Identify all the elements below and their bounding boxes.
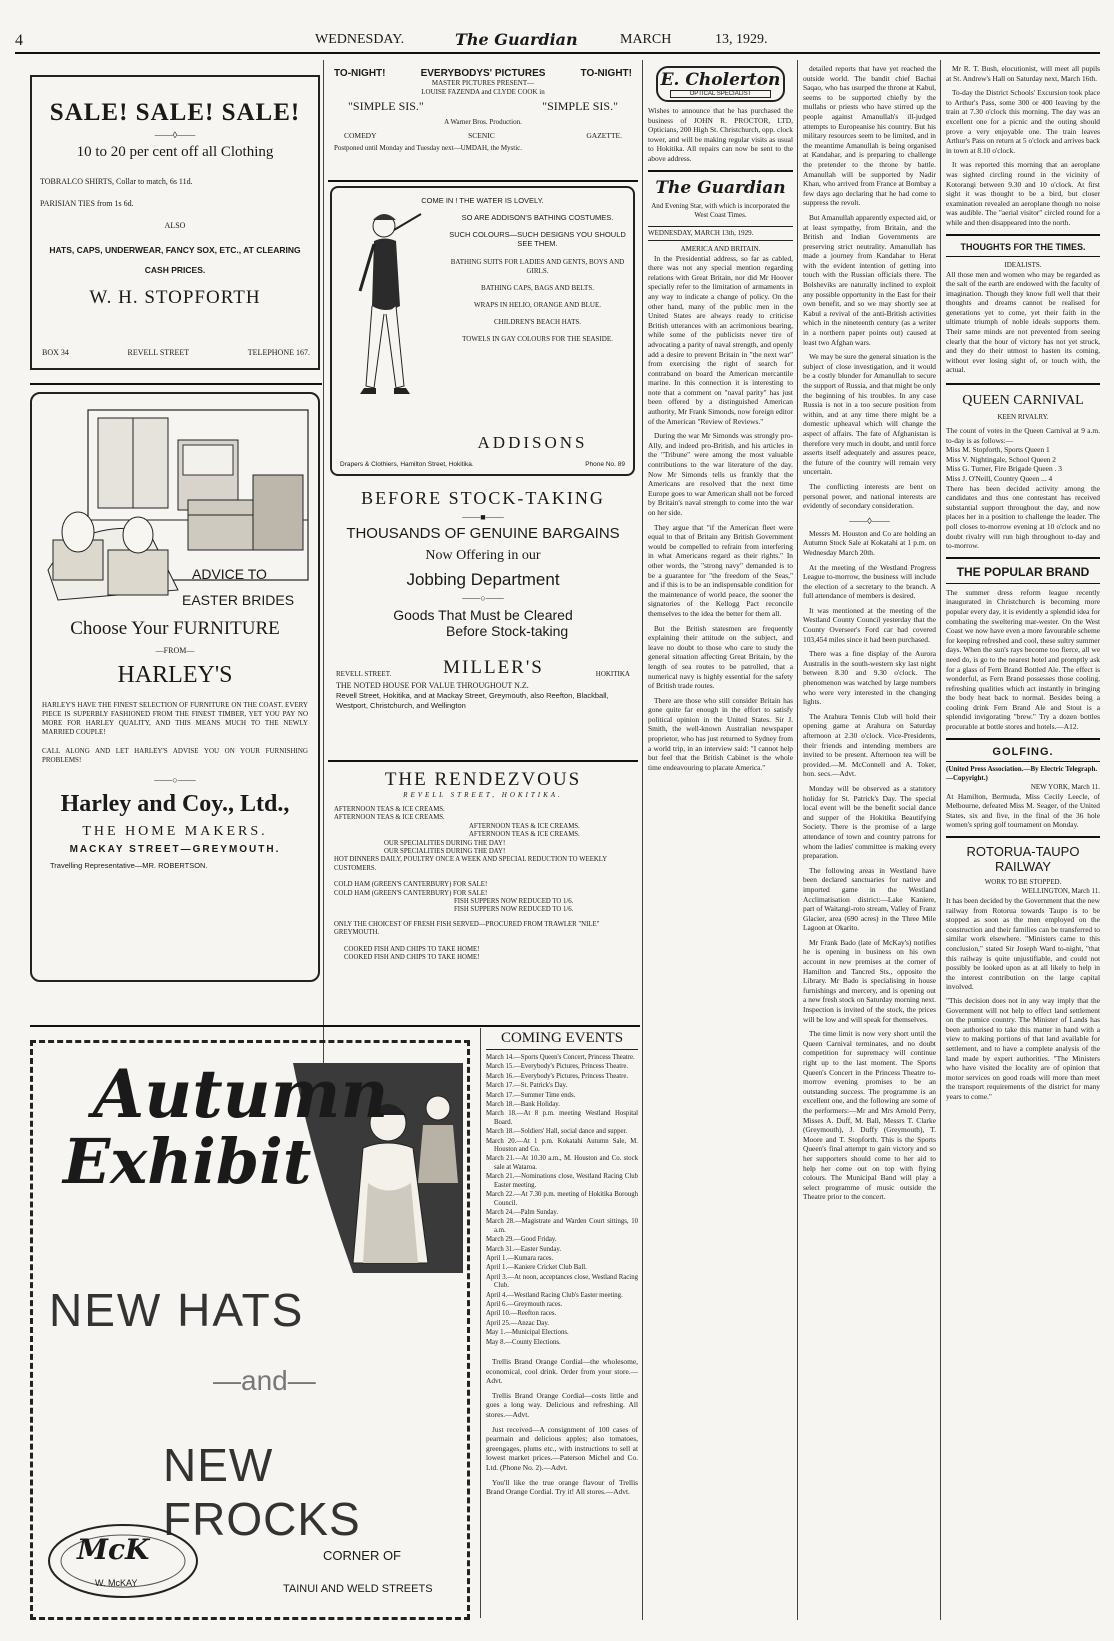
rail-dateline: WELLINGTON, March 11. [1021, 887, 1100, 896]
harley-call: CALL ALONG AND LET HARLEY'S ADVISE YOU ON YOUR FURNISHING PROBLEMS! [42, 747, 308, 764]
section-rule [30, 1025, 640, 1027]
advt-paragraph: Just received—A consignment of 100 cases of pearmain and delicious apples; also tomatoes, greengages, plums etc., with instructions to sell at lowest market prices.—Paterson Michel and Co. Ltd. (Phone No. 2).—Advt. [486, 1424, 638, 1472]
event-item: March 29.—Good Friday. [486, 1236, 557, 1244]
addisons-footer [340, 461, 625, 468]
pictures-line: LOUISE FAZENDA and CLYDE COOK in [421, 88, 545, 96]
column-news [803, 64, 936, 1619]
pictures-postponed: Postponed until Monday and Tuesday next—UMDAH, the Mystic. [334, 144, 523, 152]
event-item: May 1.—Municipal Elections. [486, 1329, 569, 1337]
harley-body: HARLEY'S HAVE THE FINEST SELECTION OF FURNITURE ON THE COAST. EVERY PIECE IS SUPERBLY FASHIONED FROM THE FINEST TIMBER, YET YOU PAY NO MORE FOR HARLEY QUALITY, AND THIS MEANS MUCH TO THE NEWLY MARRIED COUPLE! [42, 701, 308, 736]
rendezvous-sub: REVELL STREET, HOKITIKA. [403, 791, 563, 799]
coming-events-title: COMING EVENTS [486, 1030, 638, 1050]
event-item: March 18.—Bank Holiday. [486, 1101, 560, 1109]
column-rule [797, 60, 798, 1620]
harley-makers: THE HOME MAKERS. [82, 824, 268, 839]
millers-now: Now Offering in our [425, 548, 541, 563]
addisons-come-in: COME IN ! THE WATER IS LOVELY. [421, 196, 544, 205]
ad-pictures [328, 66, 638, 181]
ad-rendezvous [328, 765, 638, 1025]
pictures-gazette: GAZETTE. [586, 131, 622, 140]
sale-headline: SALE! SALE! SALE! [49, 99, 301, 126]
choose-furniture: Choose Your FURNITURE [70, 618, 280, 639]
queen-entry: Miss G. Turner, Fire Brigade Queen . 3 [946, 464, 1062, 474]
harley-rep: Travelling Representative—MR. ROBERTSON. [50, 861, 208, 870]
column-rule [480, 1028, 481, 1618]
millers-dept: Jobbing Department [406, 570, 560, 589]
news-paragraph: We may be sure the general situation is the subject of close investigation, and it would be a costly blunder for Amanullah to secure the support of Russia, and that might be only the beginning of his troubles. In any case Russia is not in a too secure position from within, and at any time there might be a domestic upheaval which will change the aspect of affairs. The fate of Afghanistan is therefore very much in doubt, and until force asserts itself adequately and assures peace, the future of the country will remain very uncertain. [803, 352, 936, 477]
mckay-and: —and— [213, 1365, 316, 1396]
section-rule [328, 760, 638, 762]
cholerton-logo: E. Cholerton [660, 70, 781, 90]
column-rule [940, 60, 941, 1620]
rendezvous-line: AFTERNOON TEAS & ICE CREAMS. [334, 814, 445, 822]
stopforth-line: TOBRALCO SHIRTS, Collar to match, 6s 11d. [40, 177, 193, 186]
addisons-item: BATHING CAPS, BAGS AND BELTS. [481, 284, 594, 292]
bedroom-illustration [38, 400, 314, 610]
golf-title: GOLFING. [992, 745, 1054, 758]
advt-paragraph: You'll like the true orange flavour of Trellis Brand Orange Cordial. Try it! All stores.—Advt. [486, 1477, 638, 1497]
section-rule [648, 170, 793, 172]
stopforth-also: ALSO [164, 221, 186, 230]
queen-body: There has been decided activity among the candidates and thus one contestant has received substantial support throughout the day, and now places her in a position to challenge the leader. The poll closes to-morrow evening at 10 o'clock and no doubt rivalry will run high throughout to-day and to-morrow. [946, 483, 1100, 551]
queen-intro: The count of votes in the Queen Carnival at 9 a.m. to-day is as follows:— [946, 426, 1100, 445]
masthead-month: MARCH [620, 32, 672, 47]
masthead-paper: The Guardian [455, 30, 578, 49]
event-item: April 1.—Kumara races. [486, 1254, 554, 1262]
editorial-sub: And Evening Star, with which is incorporated the West Coast Times. [651, 201, 790, 219]
column-coming-events [486, 1030, 638, 1620]
advice-line: ADVICE TO [192, 566, 267, 582]
stopforth-phone: TELEPHONE 167. [247, 348, 310, 357]
addisons-items [448, 258, 627, 344]
event-item: March 21.—At 10.30 a.m., M. Houston and Co. stock sale at Wataroa. [486, 1155, 638, 1171]
rendezvous-lines [334, 806, 632, 963]
section-rule [946, 256, 1100, 257]
news-paragraph: detailed reports that have yet reached the outside world. The bandit chief Bachai Saqao, who has usurped the throne at Kabul, seems to be supported chiefly by the mullahs or priests who have stirred up the people against Amanullah's ill-judged attempts to Europeanise his country. But his military resources seem to be limited, and in the meantime Amanullah is being organised at Kandahar, and is preparing to challenge the pretender to the throne by battle. Amanullah will be supported by Nadir Khan, who arrived from France at Bombay a few days ago declaring that he had come to suppress the revolt. [803, 64, 936, 208]
millers-goods: Before Stock-taking [446, 623, 569, 639]
event-item: March 24.—Palm Sunday. [486, 1208, 559, 1216]
editorial-paragraph: There are those who still consider Britain has gone quite far enough in the effort to satisfy political opinion in the United States. Sir J. Smith, the well-known Australian newspaper proprietor, who has just returned to Sydney from a world trip, in an interview said: "I cannot help but feel that the British Cabinet is the whole time endeavouring to placate America." [648, 695, 793, 772]
millers-before: BEFORE STOCK-TAKING [361, 488, 605, 508]
section-rule [946, 557, 1100, 559]
addisons-item: BATHING SUITS FOR LADIES AND GENTS, BOYS AND GIRLS. [450, 258, 625, 275]
event-item: March 18.—Soldiers' Hall, social dance and supper. [486, 1128, 628, 1136]
news-paragraph: But Amanullah apparently expected aid, or at least sympathy, from Britain, and the British and Indian Governments are preserving strict neutrality. Amanullah has made a journey from Kandahar to Herat with the evident intention of getting into touch with the Russian officials there. The Bolsheviks are naturally inclined to exploit any possible opportunity in the East for their own benefit, and so we may shortly see at Kabul a revival of the anti-British activities which in the nineteenth century (as a writer in a northern paper points out) caused at least two Afghan wars. [803, 212, 936, 347]
rendezvous-line: COOKED FISH AND CHIPS TO TAKE HOME! [344, 945, 480, 953]
rendezvous-line: ONLY THE CHOICEST OF FRESH FISH SERVED—PROCURED FROM TRAWLER "NILE" GREYMOUTH. [334, 920, 600, 937]
event-item: April 3.—At noon, acceptances close, Westland Racing Club. [486, 1273, 638, 1290]
advice-line: EASTER BRIDES [182, 592, 295, 608]
rendezvous-line: COLD HAM (GREEN'S CANTERBURY) FOR SALE! [334, 889, 488, 897]
section-rule [946, 234, 1100, 236]
addisons-colours: SUCH COLOURS—SUCH DESIGNS YOU SHOULD SEE THEM. [449, 230, 626, 248]
thoughts-body: All those men and women who may be regarded as the salt of the earth are endowed with the faculty of imagination. Though they know full well that their thoughts and dreams cannot be realised for generations yet to come, yet their faith in the ultimate triumph of noble ideals supports them. Their same minds are not prevented from seeing clearly that the hour of victory has not yet struck, and they do their utmost to hasten its coming, without ever losing sight of, or touch with, the actual. [946, 269, 1100, 375]
ad-mckay [30, 1040, 470, 1620]
addisons-name: ADDISONS [477, 433, 588, 452]
editorial-paragraph: During the war Mr Simonds was strongly pro-Ally, and indeed pro-British, and his articles in the "Tribune" were among the most valuable contributions to the war literature of the day. Now Mr Simonds tells us frankly that the Americans are resolved that the next time Europe goes to war American shall not be forced by Britain's naval strength to come into the war on her side. [648, 431, 793, 517]
rail-sub: WORK TO BE STOPPED. [984, 878, 1062, 887]
advt-paragraph: Trellis Brand Orange Cordial—costs little and goes a long way. Delicious and refreshing. All stores.—Advt. [486, 1390, 638, 1419]
stopforth-box: BOX 34 [42, 348, 69, 357]
ad-addisons [330, 186, 635, 476]
event-item: March 17.—Summer Time ends. [486, 1091, 576, 1099]
news-note: The following areas in Westland have been declared sanctuaries for native and imported game in the Westland Acclimatisation district:—Lake Kaniere, part of Waitangi-roto stream, Valley of Franz Glacier, area (690 acres) in the Three Mile Lagoon at Okarito. [803, 865, 936, 933]
rendezvous-line: COOKED FISH AND CHIPS TO TAKE HOME! [344, 954, 480, 962]
rendezvous-line: OUR SPECIALITIES DURING THE DAY! [384, 839, 506, 847]
addisons-so-are: SO ARE ADDISON'S BATHING COSTUMES. [461, 213, 614, 222]
mckay-hats: NEW HATS [49, 1284, 305, 1336]
mckay-streets: TAINUI AND WELD STREETS [283, 1583, 433, 1595]
film-titles [334, 99, 632, 114]
discount-line: 10 to 20 per cent off all Clothing [76, 144, 274, 160]
coming-events-advts [486, 1357, 638, 1497]
mckay-autumn: Autumn [93, 1055, 389, 1133]
masthead-date: 13, 1929. [715, 32, 768, 47]
event-item: May 8.—County Elections. [486, 1338, 561, 1346]
stopforth-line: PARISIAN TIES from 1s 6d. [40, 199, 134, 208]
golf-credit: (United Press Association.—By Electric Telegraph.—Copyright.) [946, 764, 1098, 782]
film-right: "SIMPLE SIS." [542, 99, 618, 113]
millers-name: MILLER'S [443, 657, 544, 678]
news-note: It was reported this morning that an aeroplane was sighted circling round in the vicinity of Kotorangi between 9.30 and 10 o'clock. At first sight it was thought to be a bird, but closer examination revealed an aeroplane though no noise was audible. The "aerial visitor" circled round for a while and then disappeared into the north. [946, 160, 1100, 227]
right-notes [946, 64, 1100, 228]
cholerton-sub: OPTICAL SPECIALIST [670, 90, 771, 98]
editorial-paragraph: In the Presidential address, so far as cabled, there was not any special mention regarding relations with Great Britain, nor did Mr Hoover specially refer to the limitation of armaments in any way to indicate a change of policy. On the other hand, many of the public men in the United States are always ready to criticise British utterances with an acrimonious bearing, while some of the publicists never tire of advocating a parity of naval strength, and openly add a desire to prevent Britain in "the next war" from exercising the right of search for contraband on board the American mercantile marine. In this connection it is interesting to note that a comment on "naval parity" has just been offered by a distinguished American authority, Mr Frank Simonds, now foreign editor of the American "Review of Reviews." [648, 253, 793, 426]
event-item: March 15.—Everybody's Pictures, Princess Theatre. [486, 1063, 629, 1071]
event-item: April 10.—Reefton races. [486, 1310, 557, 1318]
news-note: The Arahura Tennis Club will hold their opening game at Arahura on Saturday afternoon at 2.30 o'clock. Vice-Presidents, their friends and intending members are invited to be present. Afternoon tea will be provided.—M. McConnell and A. Toker, hon. secs.—Advt. [803, 711, 936, 779]
rendezvous-line: AFTERNOON TEAS & ICE CREAMS. [334, 806, 445, 813]
event-item: April 1.—Kaniere Cricket Club Ball. [486, 1264, 587, 1272]
section-rule [328, 180, 638, 182]
cholerton-body: Wishes to announce that he has purchased the business of JOHN R. PROCTOR, LTD, Opticians, 200 High St. Christchurch, opp. clock tower, and will be making regular visits as usual to Hokitika. All repairs can now be sent to the above address. [648, 106, 793, 163]
millers-goods: Goods That Must be Cleared [393, 607, 573, 623]
section-rule [946, 383, 1100, 385]
event-item: March 22.—At 7.30 p.m. meeting of Hokitika Borough Council. [486, 1191, 638, 1207]
ad-millers [328, 486, 638, 756]
event-item: March 28.—Magistrate and Warden Court sittings, 10 a.m. [486, 1218, 638, 1234]
news-note: Messrs M. Houston and Co are holding an Autumn Stock Sale at Kokatahi at 1 p.m. on Wednesday March 20th. [803, 528, 936, 557]
section-rule [946, 583, 1100, 584]
film-left: "SIMPLE SIS." [348, 99, 424, 113]
stopforth-footer [42, 348, 310, 358]
section-rule [946, 738, 1100, 740]
thoughts-title: THOUGHTS FOR THE TIMES. [960, 241, 1086, 252]
ad-stopforth [30, 75, 320, 370]
news-note: Monday will be observed as a statutory holiday for St. Patrick's Day. The special local event will be the benefit social dance and supper of the Hokitika Beautifying Society. There is the promise of a large attendance of town and country patrons for whom the ladies' committee is making every preparation. [803, 783, 936, 861]
harley-company: Harley and Coy., Ltd., [60, 791, 290, 817]
ad-harley [30, 392, 320, 982]
local-notes [803, 529, 936, 1202]
brand-title: THE POPULAR BRAND [956, 564, 1090, 579]
event-item: March 20.—At 1 p.m. Kokatahi Autumn Sale, M. Houston and Co. [486, 1137, 638, 1154]
rendezvous-line: OUR SPECIALITIES DURING THE DAY! [384, 848, 506, 856]
harley-address: MACKAY STREET—GREYMOUTH. [69, 844, 281, 855]
rendezvous-line: AFTERNOON TEAS & ICE CREAMS. [469, 822, 580, 830]
divider: ——◊—— [849, 515, 890, 526]
pictures-programme [334, 131, 632, 140]
queen-title: QUEEN CARNIVAL [962, 393, 1084, 409]
divider: ——○—— [154, 775, 196, 785]
event-item: March 18.—At 8 p.m. meeting Westland Hospital Board. [486, 1110, 638, 1126]
rendezvous-line: HOT DINNERS DAILY, POULTRY ONCE A WEEK AND SPECIAL REDUCTION TO WEEKLY CUSTOMERS. [334, 856, 607, 872]
rail-title: ROTORUA-TAUPO RAILWAY [966, 844, 1080, 875]
news-note: Mr R. T. Bush, elocutionist, will meet all pupils at St. Andrew's Hall on Saturday next, March 16th. [946, 64, 1100, 83]
news-note: To-day the District Schools' Excursion took place to Arthur's Pass, some 300 or 400 leaving by the train at 7.30 o'clock this morning. The day was an excellent one for a picnic and the outing should prove a very enjoyable one. The train leaves Arthur's Pass on return at 5 o'clock and arrives back in town at 8.10 o'clock. [946, 88, 1100, 155]
column-rule [323, 60, 324, 1080]
advt-paragraph: Trellis Brand Orange Cordial—the wholesome, economical, cool drink. Order from your store.—Advt. [486, 1357, 638, 1386]
tonight-left: TO-NIGHT! [334, 68, 386, 79]
news-note: At the meeting of the Westland Progress League to-morrow, the business will include the election of a secretary to the branch. A full attendance of members is desired. [803, 562, 936, 601]
section-rule [946, 836, 1100, 838]
harley-from: —FROM— [155, 646, 195, 655]
addisons-item: WRAPS IN HELIO, ORANGE AND BLUE. [474, 301, 601, 309]
rendezvous-line: AFTERNOON TEAS & ICE CREAMS. [469, 831, 580, 839]
pictures-scenic: SCENIC [468, 131, 495, 140]
masthead [15, 30, 1100, 52]
rail-body: It has been decided by the Government that the new railway from Rotorua towards Taupo is to be stopped as soon as the men employed on the construction and their families can be transferred to similar work elsewhere. "Ministers came to this conclusion," stated Sir Joseph Ward to-night, "that this railway is quite unjustifiable, and could not possibly be looked upon as at all likely to help in the interest contribution on the large capital involved. [946, 896, 1100, 992]
rail-body-2: "This decision does not in any way imply that the Government will not help to effect land settlement on the pumice country. The Minister of Lands has been authorised to take this matter in hand with a view to making portions of that land available for settlement, and to have a complete analysis of the land made by expert authorities. "The Ministers who have visited the locality are of opinion that motor services on good roads will more than meet the transport requirements of the district for many years to come." [946, 995, 1100, 1101]
news-note: There was a fine display of the Aurora Australis in the south-western sky last night between 8.30 and 9.30 o'clock. The phenomenon was watched by large numbers who were very interested in the changing lights. [803, 649, 936, 707]
bather-illustration [346, 206, 446, 446]
stopforth-line: HATS, CAPS, UNDERWEAR, FANCY SOX, ETC., AT CLEARING [49, 245, 301, 255]
event-item: April 4.—Westland Racing Club's Easter meeting. [486, 1291, 623, 1299]
news-note: The time limit is now very short until the Queen Carnival terminates, and no doubt competition for supremacy will continue right up to the last moment. The Sports Queen's Concert in the Princess Theatre to-morrow evening promises to be an outstanding success. The programme is an excellent one, and the following are some of the performers:—Mr and Mrs Arnold Perry, Misses A. Duff, M. Ball, Messrs T. Clarke (Greymouth), J. Duffy (Greymouth), T. Moore and T. Stopforth. This is the Sports Queen's final attempt to gain victory and so her supporters should come to her aid to help her come out on top with flying colours. The Municipal Band will play a select programme of music outside the Theatre prior to the concert. [803, 1029, 936, 1202]
editorial-heading: AMERICA AND BRITAIN. [680, 244, 761, 253]
column-editorial [648, 64, 793, 1619]
rendezvous-line: FISH SUPPERS NOW REDUCED TO 1/6. [454, 898, 574, 906]
queen-sub: KEEN RIVALRY. [997, 413, 1049, 422]
pictures-producer: A Warner Bros. Production. [444, 118, 522, 126]
addisons-footer-left: Drapers & Clothiers, Hamilton Street, Hokitika. [340, 461, 474, 468]
coming-events-list [486, 1054, 638, 1347]
golf-body: At Hamilton, Bermuda, Miss Cecily Leecle, of Melbourne, defeated Miss M. Seager, of the United States, six and five, in the final of the 36 hole women's spring golf tournament on Monday. [946, 791, 1100, 830]
stopforth-name: W. H. STOPFORTH [89, 287, 261, 308]
mckay-corner: CORNER OF [323, 1548, 401, 1563]
millers-name-row [336, 657, 630, 679]
cholerton-logo-box [656, 66, 785, 102]
millers-hokitika: HOKITIKA [595, 670, 630, 678]
queen-list [946, 445, 1100, 483]
harleys-title: HARLEY'S [117, 662, 233, 688]
event-item: March 14.—Sports Queen's Concert, Princess Theatre. [486, 1054, 635, 1061]
editorial-masthead: The Guardian [655, 177, 786, 198]
editorial-paragraph: They argue that "if the American fleet were equal to that of Britain any British Government would be compelled to refrain from interfering in what Americans regard as their rights." In other words, the "strong navy" demanded is to be a guarantee for "the freedom of the Seas," and if this is to be an indispensable condition for the maintenance of world peace, the sooner the signatories of the Kellogg Pact reconcile themselves to the idea the better for them all. [648, 522, 793, 618]
queen-entry: Miss V. Nightingale, School Queen 2 [946, 454, 1056, 464]
addisons-footer-right: Phone No. 89 [585, 461, 625, 468]
addisons-item: TOWELS IN GAY COLOURS FOR THE SEASIDE. [462, 335, 613, 343]
stopforth-line: CASH PRICES. [144, 265, 206, 275]
millers-revell: REVELL STREET. [336, 670, 392, 678]
mckay-logo-text: W. McKAY [95, 1578, 138, 1588]
news-note: Mr Frank Bado (late of McKay's) notifies he is opening in business on his own account in new premises at the corner of Hamilton and Tancred Sts., opposite the Library. Mr Bado is specialising in house furnishings and mercery, and is opening out a new fresh stock on Saturday morning next. Inspection is invited of the stock, the prices will be low and will speak for themselves. [803, 937, 936, 1024]
editorial-paragraph: But the British statesmen are frequently explaining their attitude on the subject, and leave no doubt to those who care to study the general situation affecting Great Britain, by the length of sea routes to be patrolled, that a numerical navy is highly essential for the safety of British trade routes. [648, 623, 793, 691]
news-paragraph: The conflicting interests are bent on personal power, and national interests are evidently of secondary consideration. [803, 481, 936, 511]
stopforth-street: REVELL STREET [127, 348, 190, 357]
page-number: 4 [15, 32, 23, 49]
rendezvous-title: THE RENDEZVOUS [384, 769, 582, 790]
pictures-title: EVERYBODYS' PICTURES [420, 68, 546, 79]
millers-house: THE NOTED HOUSE FOR VALUE THROUGHOUT N.Z. [336, 681, 529, 690]
divider: ——■—— [462, 512, 504, 522]
queen-entry: Miss J. O'Neill, Country Queen ... 4 [946, 474, 1053, 483]
divider: ——○—— [462, 593, 504, 603]
addisons-item: CHILDREN'S BEACH HATS. [493, 318, 582, 326]
event-item: April 25.—Anzac Day. [486, 1319, 549, 1327]
editorial-date: WEDNESDAY, MARCH 13th, 1929. [648, 226, 793, 241]
event-item: March 16.—Everybody's Pictures, Princess Theatre. [486, 1072, 629, 1080]
event-item: April 6.—Greymouth races. [486, 1300, 563, 1308]
rendezvous-line: FISH SUPPERS NOW REDUCED TO 1/6. [454, 906, 574, 914]
rendezvous-line: COLD HAM (GREEN'S CANTERBURY) FOR SALE! [334, 881, 488, 889]
section-rule [946, 761, 1100, 762]
column-right [946, 64, 1100, 1619]
divider: ——◊—— [154, 130, 196, 140]
brand-body: The summer dress reform league recently inaugurated in Christchurch is becoming more popular every day, it is evidently a splendid idea for combating the sweltering mar-wester. On the West Coast we now have even a more favourable scheme for keeping refreshed and cool, these sultry summer days. When the sun's rays become too fierce, all we need do, is go to the nearest hotel and promptly ask for a glass of Fern Brand Bottled Ale. The effect is wonderful, as Fern Brand possesses those cooling, refreshing qualities which act instantly in bringing the body heat back to normal. Besides being a cooling drink Fern Brand Ale and Stout is a splendid invigorating "brew." Try a dozen bottles procurable at bottle stores and hotels.—A12. [946, 587, 1100, 732]
mckay-logo: McK [77, 1533, 150, 1566]
masthead-rule [15, 52, 1100, 54]
pictures-comedy: COMEDY [344, 131, 377, 140]
thoughts-sub: IDEALISTS. [1004, 260, 1042, 269]
mckay-frocks: NEW FROCKS [163, 1439, 361, 1545]
tonight-right: TO-NIGHT! [580, 68, 632, 79]
event-item: March 21.—Nominations close, Westland Racing Club Easter meeting. [486, 1173, 638, 1189]
afghan-article [803, 64, 936, 511]
masthead-day: WEDNESDAY. [315, 32, 405, 47]
pictures-header [334, 68, 632, 79]
golf-dateline: NEW YORK, March 11. [1030, 782, 1100, 791]
editorial-body [648, 254, 793, 773]
queen-entry: Miss M. Stopforth, Sports Queen 1 [946, 445, 1050, 455]
pictures-line: MASTER PICTURES PRESENT— [431, 79, 535, 87]
millers-thousands: THOUSANDS OF GENUINE BARGAINS [346, 525, 620, 542]
millers-branches: Revell Street, Hokitika, and at Mackay Street, Greymouth, also Reefton, Blackball, Westport, Christchurch, and Wellington [336, 691, 609, 710]
event-item: March 31.—Easter Sunday. [486, 1245, 562, 1253]
column-rule [642, 60, 643, 1620]
section-rule [30, 383, 322, 385]
mckay-exhibit: Exhibit [63, 1125, 312, 1198]
news-note: It was mentioned at the meeting of the Westland County Council yesterday that the County Overseer's Ford car had covered 103,454 miles since it had been purchased. [803, 605, 936, 644]
event-item: March 17.—St. Patrick's Day. [486, 1082, 568, 1090]
